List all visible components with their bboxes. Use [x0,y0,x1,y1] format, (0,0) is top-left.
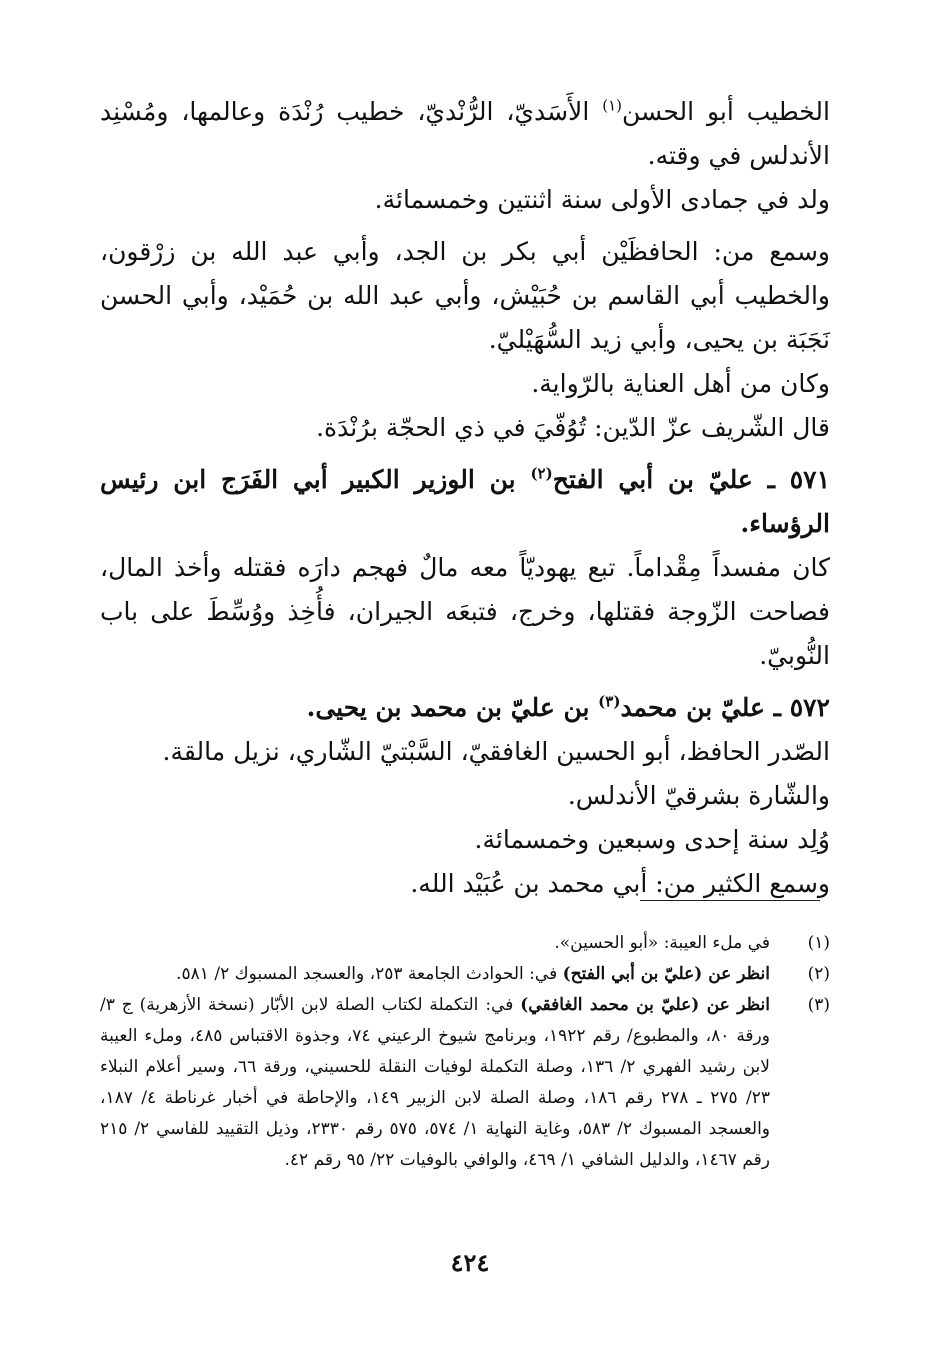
footnote-subject: انظر عن (عليّ بن أبي الفتح) [562,964,770,984]
footnotes [100,928,830,1176]
entry-line-572-4: وسمع الكثير من: أبي محمد بن عُبَيْد الله. [410,869,830,898]
entry-body-571: كان مفسداً مِقْداماً. تبع يهوديّاً معه مالٌ فهجم دارَه فقتله وأخذ المال، فصاحت الزّوجة فقتلها، وخرج، فتبعَه الجيران، فأُخِذ ووُسِّطَ على باب النُّوبيّ. [100,553,830,670]
text-run: الخطيب أبو الحسن [621,97,830,126]
footnote-text [100,959,770,990]
birth-line: ولد في جمادى الأولى سنة اثنتين وخمسمائة. [374,185,830,214]
footnote [100,959,830,990]
footnote [100,928,830,959]
teachers-paragraph: وسمع من: الحافظَيْن أبي بكر بن الجد، وأبي عبد الله بن زرْقون، والخطيب أبي القاسم بن حُبَيْش، وأبي عبد الله بن حُمَيْد، وأبي الحسن نَجَبَة بن يحيى، وأبي زيد السُّهَيْليّ. [100,237,830,354]
page-number: ٤٢٤ [450,1248,490,1277]
footnote [100,990,830,1176]
footnote-sources: في: التكملة لكتاب الصلة لابن الأبّار (نسخة الأزهرية) ج ٣/ورقة ٨٠، والمطبوع/ رقم ١٩٢٢، وبرنامج شيوخ الرعيني ٧٤، وجذوة الاقتباس ٤٨٥، وملء العيبة لابن رشيد الفهري ٢/ ١٣٦، وصلة التكملة لوفيات النقلة للحسيني، ورقة ٦٦، وسير أعلام النبلاء ٢٣/ ٢٧٥ ـ ٢٧٨ رقم ١٨٦، وصلة الصلة لابن الزبير ١٤٩، والإحاطة في أخبار غرناطة ٤/ ١٨٧، والعسجد المسبوك ٢/ ٥٨٣، وغاية النهاية ١/ ٥٧٤، ٥٧٥ رقم ٢٣٣٠، وذيل التقييد للفاسي ٢/ ٢١٥ رقم ١٤٦٧، والدليل الشافي ١/ ٤٦٩، والوافي بالوفيات ٢٢/ ٩٥ رقم ٤٢. [100,995,771,1170]
footnote-ref: (٣) [598,692,621,711]
death-line: قال الشّريف عزّ الدّين: تُوُفّيَ في ذي الحجّة برُنْدَة. [316,413,830,442]
footnote-number: (١) [807,933,830,953]
footnote-sources: في: الحوادث الجامعة ٢٥٣، والعسجد المسبوك ٢/ ٥٨١. [176,964,563,984]
entry-line-572-2: والشّارة بشرقيّ الأندلس. [567,781,830,810]
heading-text: ٥٧٢ ـ عليّ بن محمد [620,693,830,722]
riwaya-line: وكان من أهل العناية بالرّواية. [531,369,830,398]
text-run: الأَسَديّ، الرُّنْديّ، خطيب رُنْدَة وعالمها، ومُسْنِد الأندلس في وقته. [100,97,830,170]
footnote-subject: انظر عن (عليّ بن محمد الغافقي) [520,995,770,1015]
footnote-number: (٣) [807,995,830,1015]
entry-paragraph [100,90,830,178]
footnote-text [100,990,770,1176]
main-text [100,90,830,906]
entry-line-572-1: الصّدر الحافظ، أبو الحسين الغافقيّ، السَّبْتيّ الشّاري، نزيل مالقة. [162,737,830,766]
footnote-ref: (١) [602,96,622,115]
footnote-text: في ملء العيبة: «أبو الحسين». [554,933,770,953]
footnote-ref: (٢) [530,464,553,483]
footnote-separator [640,900,820,901]
entry-heading-571 [100,458,830,546]
heading-text: بن عليّ بن محمد بن يحيى. [306,693,599,722]
entry-line-572-3: وُلِد سنة إحدى وسبعين وخمسمائة. [474,825,830,854]
heading-text: بن الوزير الكبير أبي الفَرَج ابن رئيس الرؤساء. [100,465,830,538]
heading-text: ٥٧١ ـ عليّ بن أبي الفتح [552,465,831,494]
footnote-number: (٢) [807,964,830,984]
entry-heading-572 [100,686,830,730]
